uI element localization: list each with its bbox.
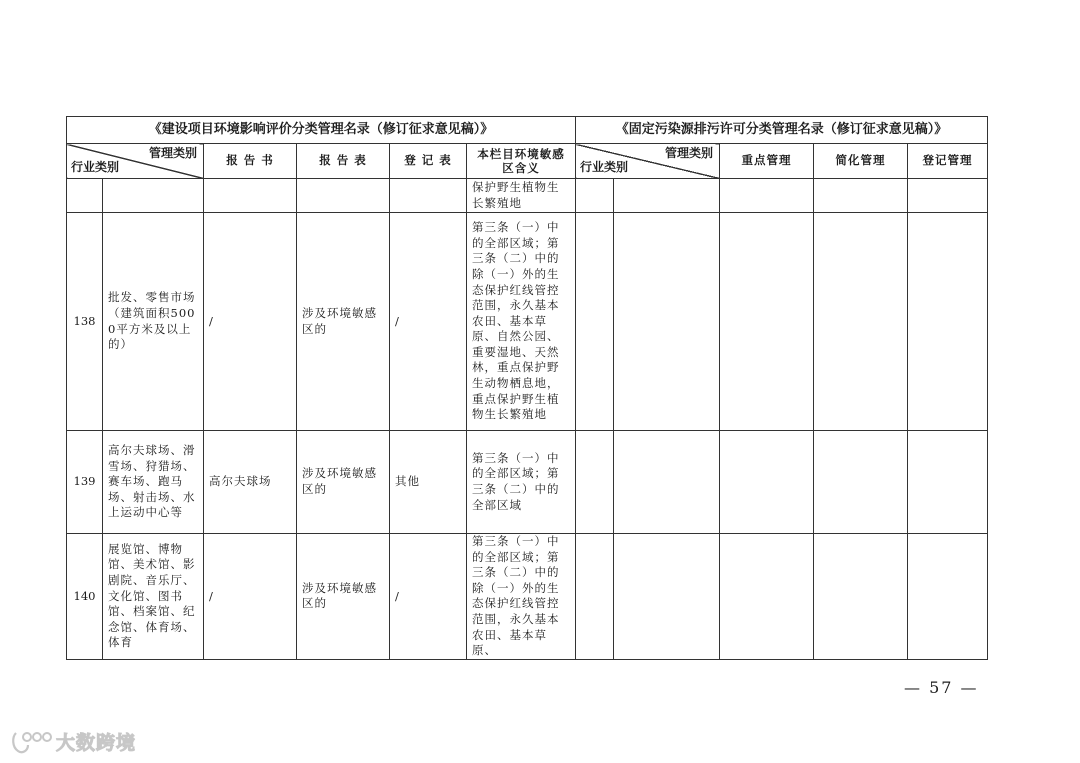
- right-directory-title: 《固定污染源排污许可分类管理名录（修订征求意见稿）》: [576, 117, 988, 144]
- empty-cell: [908, 179, 988, 213]
- report-book-cell: 高尔夫球场: [204, 431, 297, 534]
- row-number: [67, 179, 103, 213]
- empty-cell: [814, 213, 908, 431]
- registration-cell: /: [390, 534, 467, 660]
- report-form-cell: 涉及环境敏感区的: [297, 431, 390, 534]
- empty-cell: [614, 534, 720, 660]
- report-book-cell: /: [204, 213, 297, 431]
- page-number: — 57 —: [904, 678, 979, 697]
- empty-cell: [908, 534, 988, 660]
- report-form-cell: 涉及环境敏感区的: [297, 534, 390, 660]
- sensitive-area-cell: 第三条（一）中的全部区域；第三条（二）中的全部区域: [467, 431, 576, 534]
- empty-cell: [814, 179, 908, 213]
- report-form-cell: 涉及环境敏感区的: [297, 213, 390, 431]
- row-number: 140: [67, 534, 103, 660]
- management-category-label: 管理类别: [148, 146, 197, 160]
- table-row: [67, 431, 988, 534]
- empty-cell: [720, 179, 814, 213]
- report-form-cell: [297, 179, 390, 213]
- key-management-header: 重点管理: [720, 144, 814, 179]
- sensitive-area-cell: 第三条（一）中的全部区域；第三条（二）中的除（一）外的生态保护红线管控范围，永久基本农田、基本草原、自然公园、重要湿地、天然林，重点保护野生动物栖息地，重点保护野生植物生长繁殖地: [467, 213, 576, 431]
- registration-cell: [390, 179, 467, 213]
- empty-cell: [720, 534, 814, 660]
- left-diagonal-header: [67, 144, 204, 179]
- row-number: 138: [67, 213, 103, 431]
- empty-cell: [614, 179, 720, 213]
- sensitive-area-cell: 保护野生植物生长繁殖地: [467, 179, 576, 213]
- sensitive-area-header: 本栏目环境敏感区含义: [467, 144, 576, 179]
- industry-cell: 展览馆、博物馆、美术馆、影剧院、音乐厅、文化馆、图书馆、档案馆、纪念馆、体育场、体育: [103, 534, 204, 660]
- right-industry-category-label: 行业类别: [580, 160, 629, 175]
- right-diagonal-header: [576, 144, 720, 179]
- empty-cell: [576, 213, 614, 431]
- empty-cell: [814, 534, 908, 660]
- watermark-text: 大数跨境: [56, 732, 137, 754]
- empty-cell: [614, 431, 720, 534]
- watermark: [10, 728, 136, 755]
- table-row: [67, 213, 988, 431]
- registration-cell: 其他: [390, 431, 467, 534]
- registration-management-header: 登记管理: [908, 144, 988, 179]
- industry-cell: [103, 179, 204, 213]
- empty-cell: [720, 431, 814, 534]
- report-book-cell: [204, 179, 297, 213]
- table-row: [67, 534, 988, 660]
- empty-cell: [908, 213, 988, 431]
- report-form-header: 报 告 表: [297, 144, 390, 179]
- classification-directory-table: [66, 116, 988, 660]
- industry-category-label: 行业类别: [71, 160, 120, 175]
- industry-cell: 批发、零售市场（建筑面积5000平方米及以上的）: [103, 213, 204, 431]
- industry-cell: 高尔夫球场、滑雪场、狩猎场、赛车场、跑马场、射击场、水上运动中心等: [103, 431, 204, 534]
- empty-cell: [576, 179, 614, 213]
- left-directory-title: 《建设项目环境影响评价分类管理名录（修订征求意见稿）》: [67, 117, 576, 144]
- bigdata-crossborder-logo-icon: [10, 729, 52, 755]
- table-row: [67, 179, 988, 213]
- empty-cell: [720, 213, 814, 431]
- report-book-header: 报 告 书: [204, 144, 297, 179]
- report-book-cell: /: [204, 534, 297, 660]
- sensitive-area-cell: 第三条（一）中的全部区域；第三条（二）中的除（一）外的生态保护红线管控范围，永久基本农田、基本草原、: [467, 534, 576, 660]
- empty-cell: [908, 431, 988, 534]
- simplified-management-header: 简化管理: [814, 144, 908, 179]
- registration-cell: /: [390, 213, 467, 431]
- empty-cell: [576, 431, 614, 534]
- empty-cell: [576, 534, 614, 660]
- empty-cell: [614, 213, 720, 431]
- row-number: 139: [67, 431, 103, 534]
- right-management-category-label: 管理类别: [665, 146, 714, 160]
- empty-cell: [814, 431, 908, 534]
- registration-form-header: 登 记 表: [390, 144, 467, 179]
